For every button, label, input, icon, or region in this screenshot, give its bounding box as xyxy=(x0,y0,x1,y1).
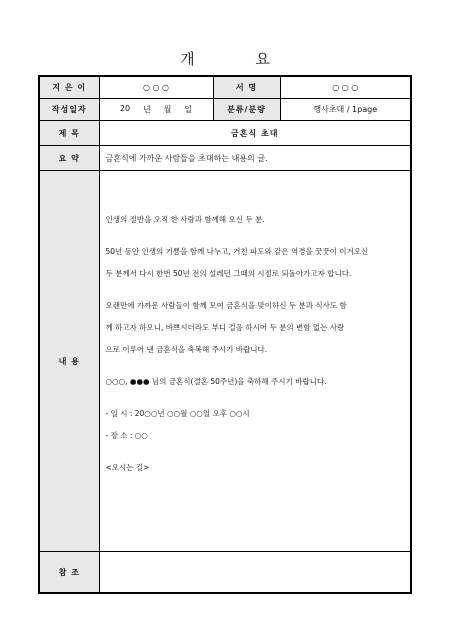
summary-value[interactable]: 금혼식에 가까운 사람들을 초대하는 내용의 글. xyxy=(99,146,411,171)
category-value[interactable]: 행사초대 / 1page xyxy=(280,99,411,121)
content-line: - 장 소 : ○○ xyxy=(105,431,148,440)
content-line: - 일 시 : 20○○년 ○○월 ○○일 오후 ○○시 xyxy=(105,409,250,418)
subject-value[interactable]: 금혼식 초대 xyxy=(99,121,411,146)
reference-label: 참 조 xyxy=(39,552,99,594)
date-year: 20 xyxy=(119,104,131,113)
row-content xyxy=(39,171,411,552)
writer-label: 서 명 xyxy=(213,76,280,99)
subject-label: 제 목 xyxy=(39,121,99,146)
author-value[interactable]: ○ ○ ○ xyxy=(99,76,213,99)
row-reference xyxy=(39,552,411,594)
reference-value[interactable] xyxy=(99,552,411,594)
content-label: 내 용 xyxy=(39,171,99,552)
content-line: 께 하고자 하오니, 바쁘시더라도 부디 걸음 하시어 두 분의 변함 없는 사랑 xyxy=(105,323,345,332)
content-body[interactable] xyxy=(99,171,411,552)
row-author xyxy=(39,76,411,99)
date-value[interactable] xyxy=(99,99,213,121)
content-line: 오랜만에 가까운 사람들이 함께 모여 금혼식을 맞이하신 두 분과 식사도 함 xyxy=(105,301,347,310)
content-line: <오시는 길> xyxy=(105,463,150,472)
date-day-unit: 일 xyxy=(184,105,192,114)
row-date xyxy=(39,99,411,121)
date-month-unit: 월 xyxy=(163,105,172,114)
writer-value[interactable]: ○ ○ ○ xyxy=(280,76,411,99)
content-line: 인생의 절반을 오직 한 사람과 함께해 오신 두 분. xyxy=(105,215,265,224)
document-title: 개 요 xyxy=(180,50,298,68)
author-label: 지 은 이 xyxy=(39,76,99,99)
row-subject xyxy=(39,121,411,146)
content-line: ○○○, ●●● 님의 금혼식(결혼 50주년)을 축하해 주시기 바랍니다. xyxy=(105,377,327,386)
row-summary xyxy=(39,146,411,171)
content-line: 으로 이루어 낸 금혼식을 축복해 주시기 바랍니다. xyxy=(105,345,268,354)
category-label: 분류/분량 xyxy=(213,99,280,121)
content-line: 두 분께서 다시 한번 50년 전의 설레던 그때의 시절로 되돌아가고자 합니다. xyxy=(105,269,352,278)
summary-label: 요 약 xyxy=(39,146,99,171)
summary-form-table xyxy=(38,75,412,594)
date-label: 작성일자 xyxy=(39,99,99,121)
date-year-unit: 년 xyxy=(143,105,151,114)
content-line: 50년 동안 인생의 기쁨을 함께 나누고, 거친 파도와 같은 역경을 꿋꿋이 이겨오신 xyxy=(105,247,369,256)
